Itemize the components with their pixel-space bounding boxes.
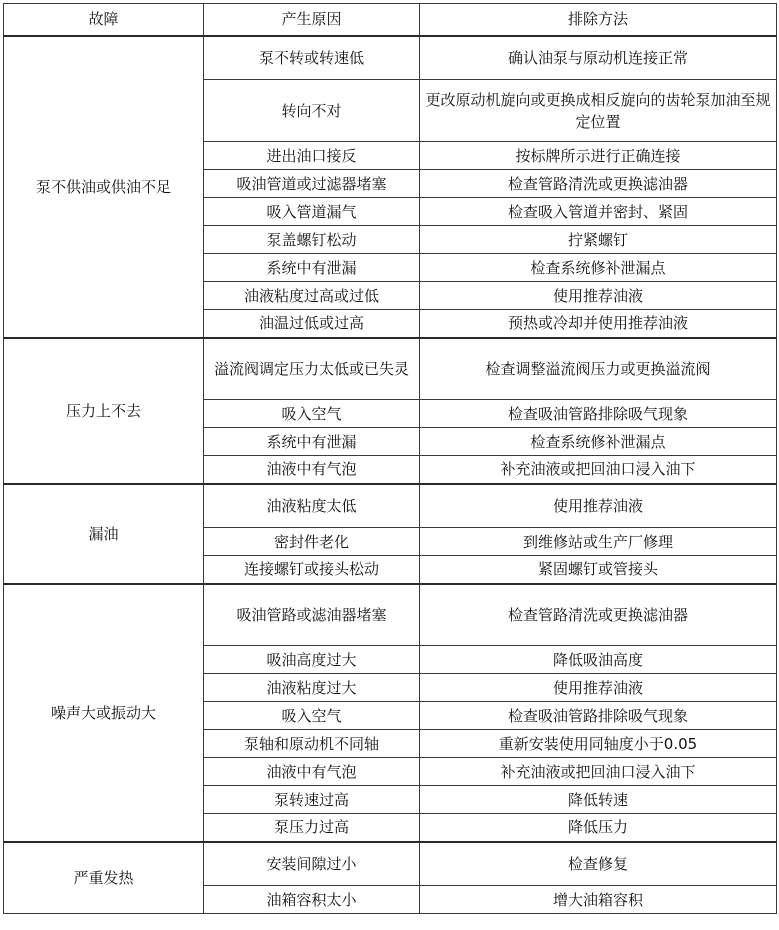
remedy-cell: 使用推荐油液 xyxy=(420,282,777,310)
fault-cell: 噪声大或振动大 xyxy=(4,584,204,842)
remedy-cell: 检查系统修补泄漏点 xyxy=(420,254,777,282)
remedy-cell: 重新安装使用同轴度小于0.05 xyxy=(420,730,777,758)
table-row xyxy=(4,584,777,646)
cause-cell: 吸入管道漏气 xyxy=(204,198,420,226)
remedy-cell: 补充油液或把回油口浸入油下 xyxy=(420,456,777,484)
remedy-cell: 检查吸油管路排除吸气现象 xyxy=(420,702,777,730)
cause-cell: 转向不对 xyxy=(204,80,420,142)
remedy-cell: 检查调整溢流阀压力或更换溢流阀 xyxy=(420,338,777,400)
cause-cell: 油液粘度过高或过低 xyxy=(204,282,420,310)
remedy-cell: 降低压力 xyxy=(420,814,777,842)
cause-cell: 安装间隙过小 xyxy=(204,842,420,886)
table-row xyxy=(4,842,777,886)
header-remedy: 排除方法 xyxy=(420,4,777,36)
remedy-cell: 使用推荐油液 xyxy=(420,674,777,702)
remedy-cell: 检查吸入管道并密封、紧固 xyxy=(420,198,777,226)
cause-cell: 油液中有气泡 xyxy=(204,456,420,484)
cause-cell: 吸油管道或过滤器堵塞 xyxy=(204,170,420,198)
cause-cell: 进出油口接反 xyxy=(204,142,420,170)
table-row xyxy=(4,338,777,400)
cause-cell: 泵盖螺钉松动 xyxy=(204,226,420,254)
fault-cell: 漏油 xyxy=(4,484,204,584)
remedy-cell: 增大油箱容积 xyxy=(420,886,777,914)
remedy-cell: 降低转速 xyxy=(420,786,777,814)
table-row xyxy=(4,484,777,528)
cause-cell: 溢流阀调定压力太低或已失灵 xyxy=(204,338,420,400)
remedy-cell: 拧紧螺钉 xyxy=(420,226,777,254)
cause-cell: 油温过低或过高 xyxy=(204,310,420,338)
remedy-cell: 使用推荐油液 xyxy=(420,484,777,528)
cause-cell: 密封件老化 xyxy=(204,528,420,556)
cause-cell: 泵转速过高 xyxy=(204,786,420,814)
remedy-cell: 检查管路清洗或更换滤油器 xyxy=(420,170,777,198)
cause-cell: 系统中有泄漏 xyxy=(204,254,420,282)
remedy-cell: 紧固螺钉或管接头 xyxy=(420,556,777,584)
cause-cell: 油液中有气泡 xyxy=(204,758,420,786)
remedy-cell: 补充油液或把回油口浸入油下 xyxy=(420,758,777,786)
header-row xyxy=(4,4,777,36)
cause-cell: 泵不转或转速低 xyxy=(204,36,420,80)
remedy-cell: 降低吸油高度 xyxy=(420,646,777,674)
remedy-cell: 检查修复 xyxy=(420,842,777,886)
cause-cell: 油箱容积太小 xyxy=(204,886,420,914)
table-row xyxy=(4,36,777,80)
cause-cell: 泵压力过高 xyxy=(204,814,420,842)
cause-cell: 吸入空气 xyxy=(204,702,420,730)
remedy-cell: 预热或冷却并使用推荐油液 xyxy=(420,310,777,338)
cause-cell: 吸油管路或滤油器堵塞 xyxy=(204,584,420,646)
cause-cell: 吸入空气 xyxy=(204,400,420,428)
cause-cell: 泵轴和原动机不同轴 xyxy=(204,730,420,758)
remedy-cell: 确认油泵与原动机连接正常 xyxy=(420,36,777,80)
cause-cell: 吸油高度过大 xyxy=(204,646,420,674)
cause-cell: 油液粘度太低 xyxy=(204,484,420,528)
remedy-cell: 更改原动机旋向或更换成相反旋向的齿轮泵加油至规定位置 xyxy=(420,80,777,142)
cause-cell: 系统中有泄漏 xyxy=(204,428,420,456)
fault-cell: 泵不供油或供油不足 xyxy=(4,36,204,338)
header-cause: 产生原因 xyxy=(204,4,420,36)
cause-cell: 油液粘度过大 xyxy=(204,674,420,702)
remedy-cell: 到维修站或生产厂修理 xyxy=(420,528,777,556)
fault-cell: 压力上不去 xyxy=(4,338,204,484)
remedy-cell: 按标牌所示进行正确连接 xyxy=(420,142,777,170)
remedy-cell: 检查吸油管路排除吸气现象 xyxy=(420,400,777,428)
cause-cell: 连接螺钉或接头松动 xyxy=(204,556,420,584)
remedy-cell: 检查管路清洗或更换滤油器 xyxy=(420,584,777,646)
troubleshooting-table xyxy=(3,3,777,914)
fault-cell: 严重发热 xyxy=(4,842,204,914)
header-fault: 故障 xyxy=(4,4,204,36)
remedy-cell: 检查系统修补泄漏点 xyxy=(420,428,777,456)
